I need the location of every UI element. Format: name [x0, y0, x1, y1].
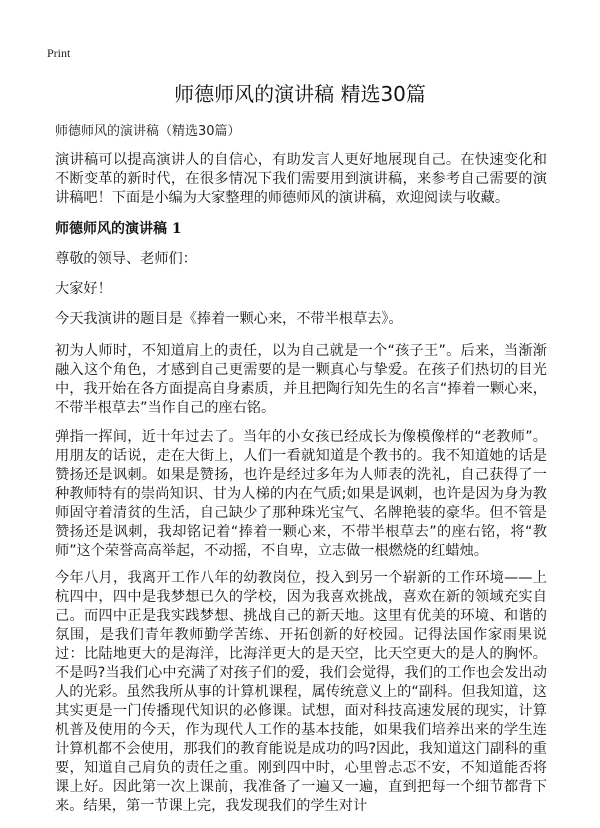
- body-paragraph-2: [55, 428, 547, 561]
- section-heading: 师德师风的演讲稿 1: [55, 221, 182, 237]
- paragraph-text: 今年八月，我离开工作八年的幼教岗位，投入到另一个崭新的工作环境——上杭四中，四中是我梦想已久的学校，因为我喜欢挑战，喜欢在新的领域充实自己。而四中正是我实践梦想、挑战自己的新天地。这里有优美的环境、和谐的氛围，是我们青年教师勤学苦练、开拓创新的好校园。记得法国作家雨果说过：比陆地更大的是海洋，比海洋更大的是天空，比天空更大的是人的胸怀。不是吗?当我们心中充满了对孩子们的爱，我们会觉得，我们的工作也会发出动人的光彩。虽然我所从事的计算机课程，属传统意义上的“副科。但我知道，这其实更是一门传播现代知识的必修课。试想，面对科技高速发展的现实，计算机普及使用的今天，作为现代人工作的基本技能，如果我们培养出来的学生连计算机都不会使用，那我们的教育能说是成功的吗?因此，我知道这门副科的重要，知道自己肩负的责任之重。刚到四中时，心里曾忐忑不安，不知道能否将课上好。因此第一次上课前，我准备了一遍又一遍，直到把每一个细节都背下来。结果，第一节课上完，我发现我们的学生对计: [55, 570, 547, 814]
- print-label[interactable]: Print: [47, 46, 71, 60]
- body-paragraph-1: [55, 342, 547, 418]
- paragraph-text: 弹指一挥间，近十年过去了。当年的小女孩已经成长为像模像样的“老教师”。用朋友的话说，走在大街上，人们一看就知道是个教书的。我不知道她的话是赞扬还是讽刺。如果是赞扬，也许是经过多年为人师表的洗礼，自己获得了一种教师特有的崇尚知识、甘为人梯的内在气质;如果是讽刺，也许是因为身为教师固守着清贫的生活，自己缺少了那种珠光宝气、名牌艳装的豪华。但不管是赞扬还是讽刺，我却铭记着“捧着一颗心来，不带半根草去”的座右铭，将“教师”这个荣誉高高举起，不动摇，不自卑，立志做一根燃烧的红蜡烛。: [55, 429, 547, 559]
- greeting-paragraph: [55, 250, 547, 269]
- page-title: 师德师风的演讲稿 精选30篇: [174, 82, 426, 106]
- paragraph-text: 尊敬的领导、老师们：: [55, 251, 197, 267]
- paragraph-text: 初为人师时，不知道肩上的责任，以为自己就是一个“孩子王”。后来，当渐渐融入这个角色，才感到自己更需要的是一颗真心与挚爱。在孩子们热切的目光中，我开始在各方面提高自身素质，并且把陶行知先生的名言“捧着一颗心来，不带半根草去”当作自己的座右铭。: [55, 343, 547, 416]
- intro-paragraph: [55, 151, 547, 208]
- paragraph-text: 今天我演讲的题目是《捧着一颗心来，不带半根草去》。: [55, 311, 403, 327]
- paragraph-text: 大家好！: [55, 281, 112, 297]
- body-paragraph-3: [55, 569, 547, 816]
- intro-text: 演讲稿可以提高演讲人的自信心，有助发言人更好地展现自己。在快速变化和不断变革的新时代，在很多情况下我们需要用到演讲稿，来参考自己需要的演讲稿吧！下面是小编为大家整理的师德师风的演讲稿，欢迎阅读与收藏。: [55, 152, 547, 206]
- hello-paragraph: [55, 280, 547, 299]
- document-subtitle: 师德师风的演讲稿（精选30篇）: [55, 124, 241, 139]
- topic-paragraph: [55, 310, 547, 329]
